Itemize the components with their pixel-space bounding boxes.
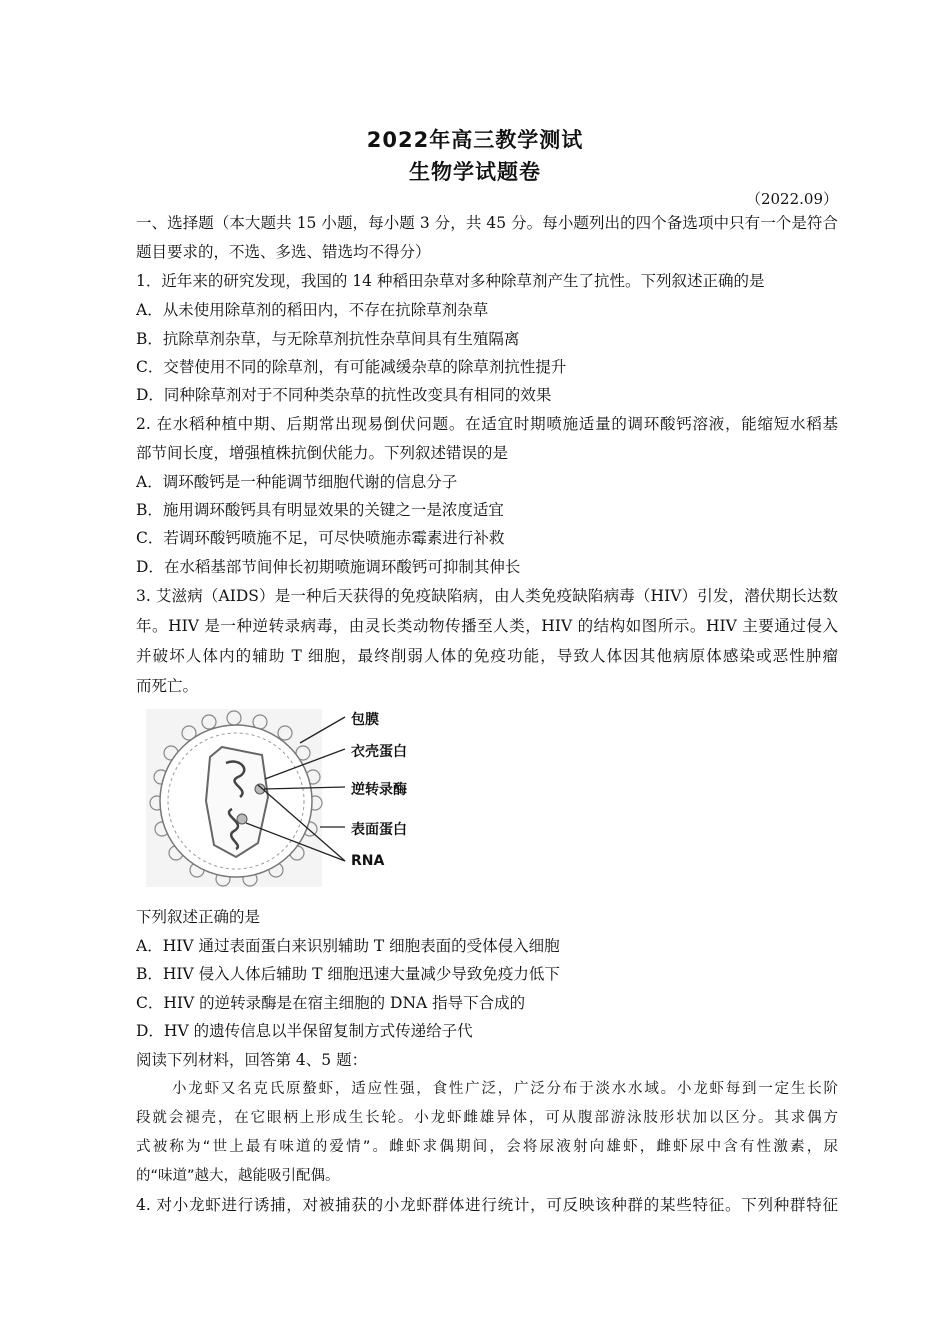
q2-option-b: B．施用调环酸钙具有明显效果的关键之一是浓度适宜: [136, 501, 504, 519]
reading-intro: 阅读下列材料，回答第 4、5 题：: [136, 1051, 368, 1069]
q3-stem: 3. 艾滋病（AIDS）是一种后天获得的免疫缺陷病，由人类免疫缺陷病毒（HIV）引发，潜伏期长达数: [136, 587, 838, 605]
figure-label-surface-protein: 表面蛋白: [351, 822, 407, 838]
q3-option-d: D．HV 的遗传信息以半保留复制方式传递给子代: [136, 1022, 473, 1040]
section-instructions-cont: 题目要求的，不选、多选、错选均不得分）: [136, 243, 431, 261]
q3-option-c: C．HIV 的逆转录酶是在宿主细胞的 DNA 指导下合成的: [136, 994, 526, 1012]
q2-stem: 2. 在水稻种植中期、后期常出现易倒伏问题。在适宜时期喷施适量的调环酸钙溶液，能缩短水稻基: [136, 415, 838, 433]
capsid-shell: [206, 747, 268, 857]
hiv-structure-figure: [140, 705, 430, 891]
exam-title: 2022年高三教学测试: [366, 128, 584, 152]
section-instructions: 一、选择题（本大题共 15 小题，每小题 3 分，共 45 分。每小题列出的四个备选项中只有一个是符合: [136, 214, 838, 232]
reading-paragraph-line-3: 式被称为“世上最有味道的爱情”。雌虾求偶期间，会将尿液射向雄虾，雌虾尿中含有性激素，尿: [136, 1139, 838, 1155]
exam-subtitle: 生物学试题卷: [409, 160, 541, 184]
figure-label-capsid-protein: 衣壳蛋白: [351, 744, 407, 760]
q4-stem: 4. 对小龙虾进行诱捕，对被捕获的小龙虾群体进行统计，可反映该种群的某些特征。下列种群特征: [136, 1196, 838, 1214]
q1-option-b: B．抗除草剂杂草，与无除草剂抗性杂草间具有生殖隔离: [136, 330, 520, 348]
q2-option-a: A．调环酸钙是一种能调节细胞代谢的信息分子: [136, 473, 458, 491]
q3-stem-4: 而死亡。: [136, 677, 199, 695]
q3-stem-3: 并破坏人体内的辅助 T 细胞，最终削弱人体的免疫功能，导致人体因其他病原体感染或恶性肿瘤: [136, 647, 838, 665]
figure-label-rna: RNA: [351, 853, 385, 869]
q1-option-a: A．从未使用除草剂的稻田内，不存在抗除草剂杂草: [136, 301, 489, 319]
reverse-transcriptase-2: [237, 814, 247, 824]
q1-option-c: C．交替使用不同的除草剂，有可能减缓杂草的除草剂抗性提升: [136, 358, 567, 376]
figure-label-reverse-transcriptase: 逆转录酶: [351, 782, 407, 798]
q3-option-a: A．HIV 通过表面蛋白来识别辅助 T 细胞表面的受体侵入细胞: [136, 937, 560, 955]
reading-paragraph-line-1: 小龙虾又名克氏原螯虾，适应性强，食性广泛，广泛分布于淡水水域。小龙虾每到一定生长阶: [172, 1081, 838, 1097]
reading-paragraph-line-4: 的“味道”越大，越能吸引配偶。: [136, 1168, 340, 1184]
q3-option-b: B．HIV 侵入人体后辅助 T 细胞迅速大量减少导致免疫力低下: [136, 965, 560, 983]
q2-stem-cont: 部节间长度，增强植株抗倒伏能力。下列叙述错误的是: [136, 444, 509, 462]
q1-option-d: D．同种除草剂对于不同种类杂草的抗性改变具有相同的效果: [136, 386, 552, 404]
exam-date: （2022.09）: [745, 190, 838, 208]
q2-option-d: D．在水稻基部节间伸长初期喷施调环酸钙可抑制其伸长: [136, 558, 521, 576]
figure-label-envelope: 包膜: [351, 712, 379, 728]
reading-paragraph-line-2: 段就会褪壳，在它眼柄上形成生长轮。小龙虾雌雄异体，可从腹部游泳肢形状加以区分。其求偶方: [136, 1110, 838, 1126]
q3-prompt: 下列叙述正确的是: [136, 908, 261, 926]
q2-option-c: C．若调环酸钙喷施不足，可尽快喷施赤霉素进行补救: [136, 529, 505, 547]
q3-stem-2: 年。HIV 是一种逆转录病毒，由灵长类动物传播至人类，HIV 的结构如图所示。HIV 主要通过侵入: [136, 617, 838, 635]
q1-stem: 1．近年来的研究发现，我国的 14 种稻田杂草对多种除草剂产生了抗性。下列叙述正确的是: [136, 272, 765, 290]
